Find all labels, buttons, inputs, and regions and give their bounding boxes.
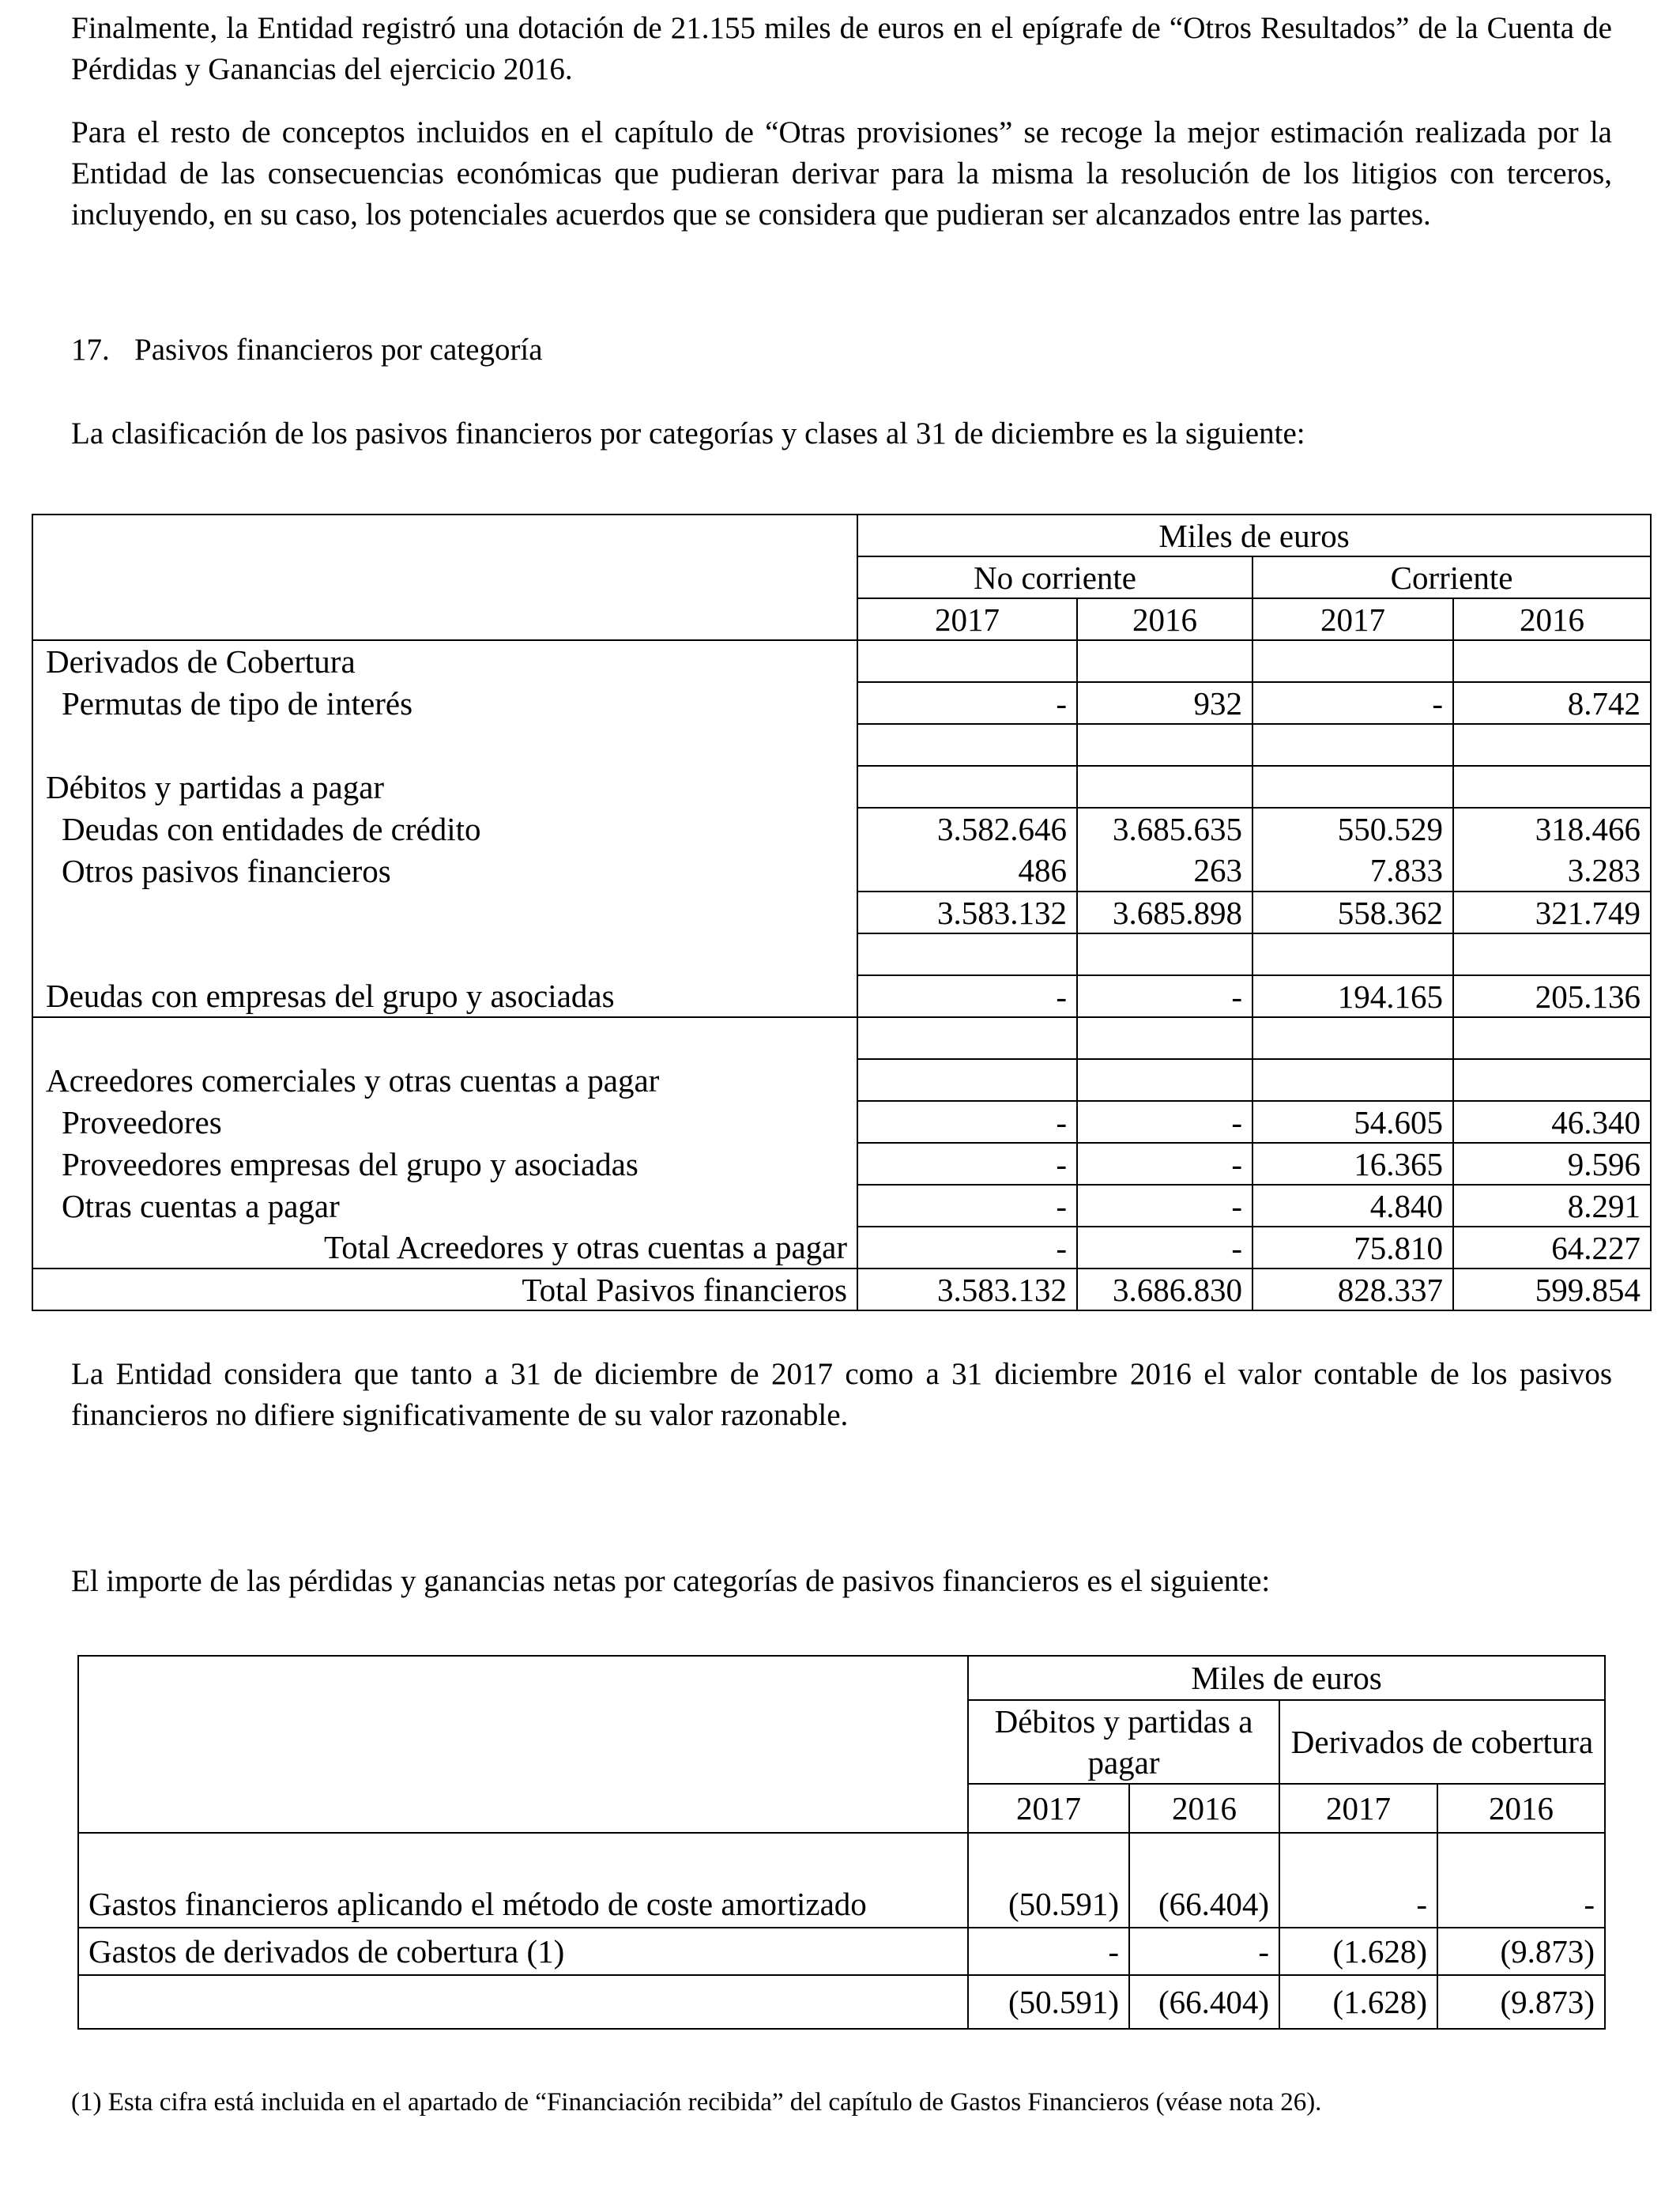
table2-unit-header: Miles de euros <box>968 1656 1605 1700</box>
table1-group-no-corriente: No corriente <box>857 556 1252 598</box>
table-row <box>32 892 1651 933</box>
cell <box>1077 766 1252 808</box>
cell <box>1453 640 1651 682</box>
cell <box>1252 1017 1453 1059</box>
table-row <box>32 933 1651 975</box>
cell <box>1252 724 1453 766</box>
table2-year-header: 2016 <box>1129 1784 1279 1833</box>
row-label: Total Acreedores y otras cuentas a pagar <box>32 1227 857 1269</box>
cell: - <box>1437 1833 1605 1928</box>
cell: - <box>1077 1143 1252 1185</box>
table2-group-debitos: Débitos y partidas a pagar <box>968 1700 1279 1784</box>
table-row <box>32 1269 1651 1310</box>
table-row <box>32 1101 1651 1143</box>
cell: (50.591) <box>968 1975 1129 2029</box>
row-label: Permutas de tipo de interés <box>32 682 857 724</box>
cell: 558.362 <box>1252 892 1453 933</box>
row-label <box>32 933 857 975</box>
row-label: Proveedores empresas del grupo y asociadas <box>32 1143 857 1185</box>
row-label: Acreedores comerciales y otras cuentas a pagar <box>32 1059 857 1101</box>
cell: 7.833 <box>1252 850 1453 892</box>
table-row <box>32 682 1651 724</box>
table2-year-header: 2016 <box>1437 1784 1605 1833</box>
cell: 54.605 <box>1252 1101 1453 1143</box>
table1-year-header: 2016 <box>1077 598 1252 640</box>
row-label: Deudas con entidades de crédito <box>32 808 857 850</box>
cell: 263 <box>1077 850 1252 892</box>
row-label: Deudas con empresas del grupo y asociadas <box>32 975 857 1017</box>
cell: 205.136 <box>1453 975 1651 1017</box>
cell <box>1077 933 1252 975</box>
table2-year-header: 2017 <box>968 1784 1129 1833</box>
cell <box>1077 640 1252 682</box>
cell <box>857 766 1077 808</box>
cell: 3.583.132 <box>857 1269 1077 1310</box>
cell: 932 <box>1077 682 1252 724</box>
row-label <box>32 892 857 933</box>
cell <box>1252 766 1453 808</box>
cell: 9.596 <box>1453 1143 1651 1185</box>
row-label <box>32 724 857 766</box>
cell: 318.466 <box>1453 808 1651 850</box>
cell: - <box>1252 682 1453 724</box>
cell <box>1077 1017 1252 1059</box>
cell: 550.529 <box>1252 808 1453 850</box>
cell <box>857 933 1077 975</box>
cell <box>1453 766 1651 808</box>
cell: 321.749 <box>1453 892 1651 933</box>
table1-group-corriente: Corriente <box>1252 556 1651 598</box>
gains-losses-table <box>77 1655 1606 2030</box>
section-heading <box>71 330 543 371</box>
cell: 8.742 <box>1453 682 1651 724</box>
footnote: (1) Esta cifra está incluida en el apartado de “Financiación recibida” del capítulo de Gastos Financieros (véase nota 26). <box>71 2088 1322 2117</box>
row-label: Total Pasivos financieros <box>32 1269 857 1310</box>
row-label: Otras cuentas a pagar <box>32 1185 857 1227</box>
table-row <box>32 1143 1651 1185</box>
row-label <box>32 1017 857 1059</box>
table-row <box>32 975 1651 1017</box>
cell <box>857 724 1077 766</box>
table-row <box>32 1185 1651 1227</box>
cell: 4.840 <box>1252 1185 1453 1227</box>
cell: (66.404) <box>1129 1975 1279 2029</box>
table-row <box>78 1833 1605 1928</box>
cell: 3.685.635 <box>1077 808 1252 850</box>
table-row <box>32 1227 1651 1269</box>
table-row <box>32 640 1651 682</box>
cell: (9.873) <box>1437 1975 1605 2029</box>
cell: 828.337 <box>1252 1269 1453 1310</box>
cell <box>857 1017 1077 1059</box>
cell <box>1453 724 1651 766</box>
cell: (9.873) <box>1437 1928 1605 1975</box>
row-label: Gastos financieros aplicando el método de coste amortizado <box>78 1833 968 1928</box>
row-label: Proveedores <box>32 1101 857 1143</box>
cell <box>1252 933 1453 975</box>
cell: 3.686.830 <box>1077 1269 1252 1310</box>
table2-year-header: 2017 <box>1279 1784 1437 1833</box>
row-label <box>78 1975 968 2029</box>
cell <box>1252 1059 1453 1101</box>
cell <box>1453 933 1651 975</box>
table1-unit-header: Miles de euros <box>857 515 1651 556</box>
cell: - <box>968 1928 1129 1975</box>
cell <box>857 1059 1077 1101</box>
cell: 75.810 <box>1252 1227 1453 1269</box>
cell: - <box>857 682 1077 724</box>
table-row <box>32 1059 1651 1101</box>
table1-corner <box>32 515 857 640</box>
cell: - <box>1077 1227 1252 1269</box>
table-row <box>32 850 1651 892</box>
paragraph-dotacion: Finalmente, la Entidad registró una dotación de 21.155 miles de euros en el epígrafe de “Otros Resultados” de la Cuenta de Pérdidas y Ganancias del ejercicio 2016. <box>71 11 1612 86</box>
table1-intro: La clasificación de los pasivos financieros por categorías y clases al 31 de diciembre es la siguiente: <box>71 417 1305 450</box>
cell <box>1252 640 1453 682</box>
cell: 194.165 <box>1252 975 1453 1017</box>
table2-intro: El importe de las pérdidas y ganancias netas por categorías de pasivos financieros es el siguiente: <box>71 1564 1271 1598</box>
cell: - <box>857 1143 1077 1185</box>
section-number: 17. <box>71 333 110 367</box>
table-row <box>32 808 1651 850</box>
cell: - <box>857 1185 1077 1227</box>
cell: 16.365 <box>1252 1143 1453 1185</box>
table-row <box>32 766 1651 808</box>
cell: 3.582.646 <box>857 808 1077 850</box>
table-row <box>78 1928 1605 1975</box>
table-row <box>78 1975 1605 2029</box>
cell: - <box>857 975 1077 1017</box>
cell: 486 <box>857 850 1077 892</box>
cell: (66.404) <box>1129 1833 1279 1928</box>
table2-group-derivados: Derivados de cobertura <box>1279 1700 1605 1784</box>
cell: (1.628) <box>1279 1975 1437 2029</box>
paragraph-valor-razonable: La Entidad considera que tanto a 31 de diciembre de 2017 como a 31 diciembre 2016 el valor contable de los pasivos financieros no difiere significativamente de su valor razonable. <box>71 1357 1612 1432</box>
cell <box>1453 1059 1651 1101</box>
row-label: Gastos de derivados de cobertura (1) <box>78 1928 968 1975</box>
cell: 8.291 <box>1453 1185 1651 1227</box>
table-row <box>32 724 1651 766</box>
table1-year-header: 2017 <box>1252 598 1453 640</box>
cell <box>1077 1059 1252 1101</box>
row-label: Derivados de Cobertura <box>32 640 857 682</box>
row-label: Otros pasivos financieros <box>32 850 857 892</box>
table1-year-header: 2017 <box>857 598 1077 640</box>
cell: 3.685.898 <box>1077 892 1252 933</box>
cell: - <box>857 1101 1077 1143</box>
cell: - <box>1077 975 1252 1017</box>
paragraph-otras-provisiones: Para el resto de conceptos incluidos en el capítulo de “Otras provisiones” se recoge la mejor estimación realizada por la Entidad de las consecuencias económicas que pudieran derivar para la misma la resolución de los litigios con terceros, incluyendo, en su caso, los potenciales acuerdos que se considera que pudieran ser alcanzados entre las partes. <box>71 115 1612 232</box>
row-label: Débitos y partidas a pagar <box>32 766 857 808</box>
cell: 64.227 <box>1453 1227 1651 1269</box>
cell: - <box>1279 1833 1437 1928</box>
financial-liabilities-table <box>32 514 1652 1311</box>
cell: 3.283 <box>1453 850 1651 892</box>
cell <box>1453 1017 1651 1059</box>
table2-corner <box>78 1656 968 1833</box>
table1-year-header: 2016 <box>1453 598 1651 640</box>
cell: 599.854 <box>1453 1269 1651 1310</box>
cell: - <box>1129 1928 1279 1975</box>
cell: - <box>1077 1101 1252 1143</box>
cell: (50.591) <box>968 1833 1129 1928</box>
cell <box>1077 724 1252 766</box>
cell: - <box>1077 1185 1252 1227</box>
section-title: Pasivos financieros por categoría <box>134 333 543 367</box>
cell: (1.628) <box>1279 1928 1437 1975</box>
cell: 46.340 <box>1453 1101 1651 1143</box>
table-row <box>32 1017 1651 1059</box>
cell <box>857 640 1077 682</box>
cell: 3.583.132 <box>857 892 1077 933</box>
cell: - <box>857 1227 1077 1269</box>
